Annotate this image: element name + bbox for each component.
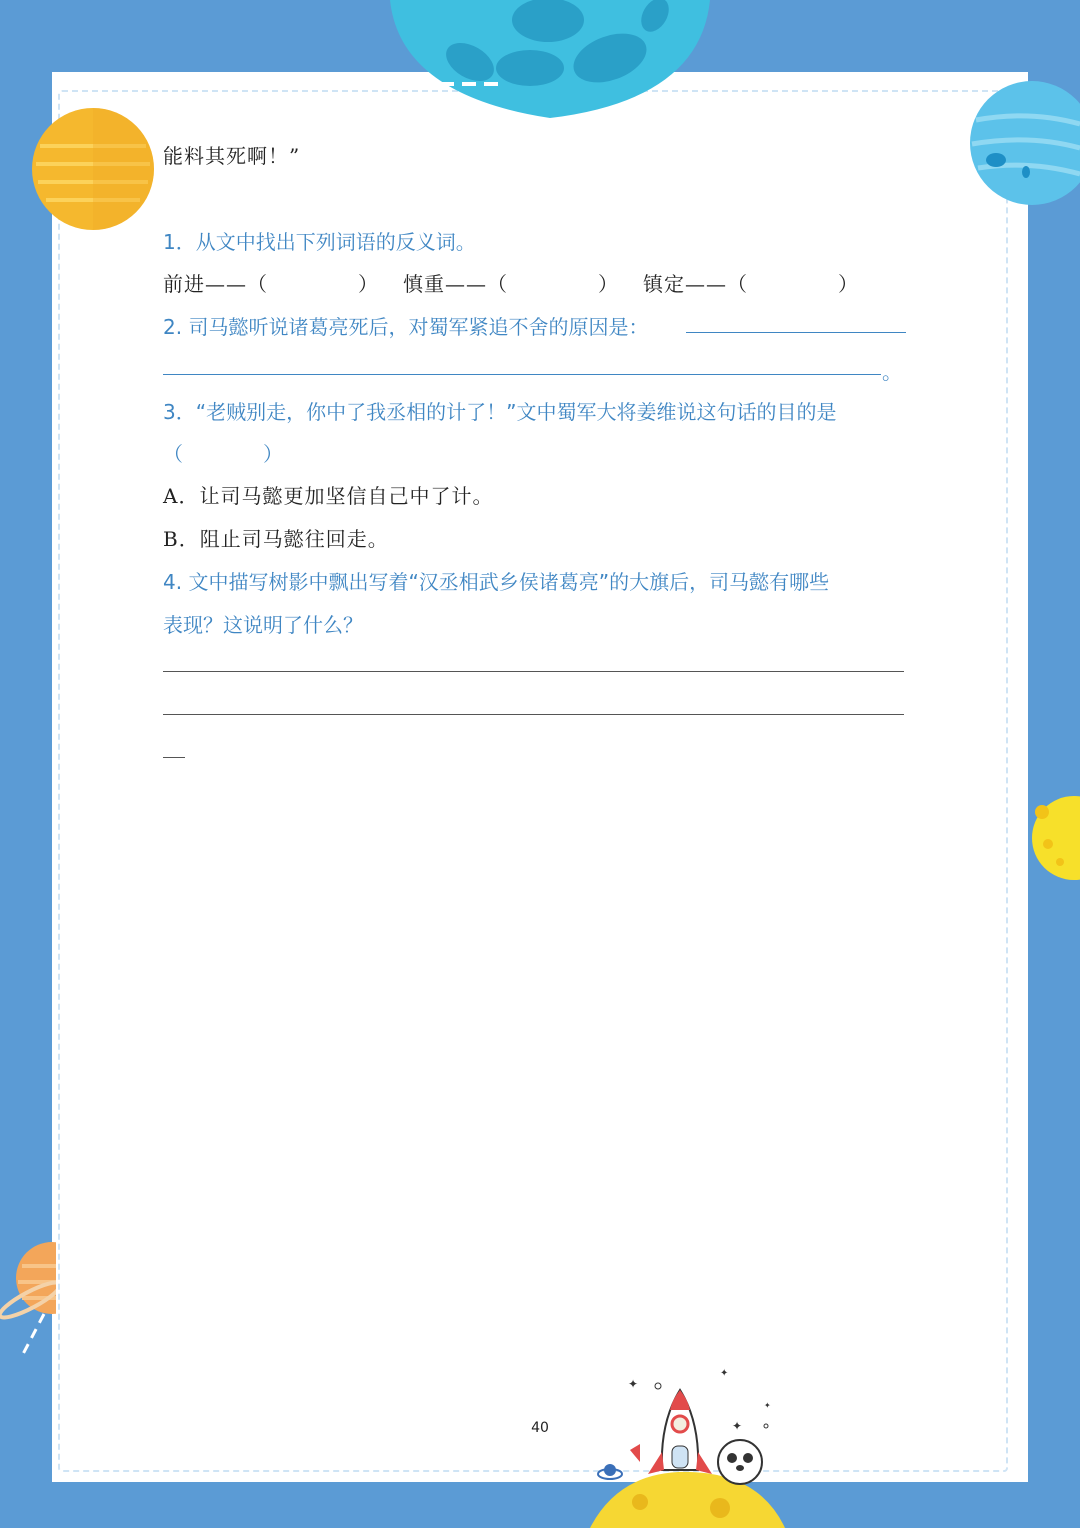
antonym-1-word: 前进——（	[163, 272, 268, 296]
question-3-answer-parens[interactable]: （ ）	[163, 442, 283, 466]
question-3-title: 3．“老贼别走，你中了我丞相的计了！”文中蜀军大将姜维说这句话的目的是	[163, 400, 837, 424]
question-1-title: 1．从文中找出下列词语的反义词。	[163, 230, 476, 254]
antonym-3-word: 镇定——（	[643, 272, 748, 296]
question-2-answer-line-2[interactable]	[163, 374, 881, 375]
passage-tail: 能料其死啊！”	[163, 144, 301, 168]
question-2-answer-line-1[interactable]	[686, 332, 906, 333]
question-4-answer-line-1[interactable]	[163, 671, 904, 672]
question-4-line-1: 4. 文中描写树影中飘出写着“汉丞相武乡侯诸葛亮”的大旗后，司马懿有哪些	[163, 570, 830, 594]
yellow-moon-decoration	[1026, 796, 1080, 880]
question-2-end-mark: 。	[882, 360, 902, 384]
rocket-astronaut-illustration	[580, 1362, 790, 1528]
question-3-option-b: B．阻止司马懿往回走。	[163, 527, 389, 551]
antonym-2-close: ）	[598, 272, 619, 296]
ringed-planet-decoration	[0, 1236, 56, 1356]
question-2-title: 2. 司马懿听说诸葛亮死后，对蜀军紧追不舍的原因是：	[163, 315, 649, 339]
antonym-3-close: ）	[838, 272, 859, 296]
svg-text:✦: ✦	[732, 1419, 743, 1433]
antonym-2-word: 慎重——（	[403, 272, 508, 296]
question-4-answer-line-3[interactable]	[163, 757, 185, 758]
blue-moon-decoration	[380, 0, 720, 125]
page-number: 40	[531, 1420, 549, 1436]
blue-striped-planet-decoration	[970, 80, 1080, 206]
yellow-planet-decoration	[30, 106, 156, 232]
svg-text:✦: ✦	[720, 1368, 729, 1379]
antonym-1-close: ）	[358, 272, 379, 296]
svg-text:✦: ✦	[764, 1401, 771, 1410]
question-4-answer-line-2[interactable]	[163, 714, 904, 715]
question-3-option-a: A．让司马懿更加坚信自己中了计。	[163, 484, 494, 508]
svg-text:✦: ✦	[628, 1377, 639, 1391]
question-4-line-2: 表现？这说明了什么？	[163, 613, 363, 637]
